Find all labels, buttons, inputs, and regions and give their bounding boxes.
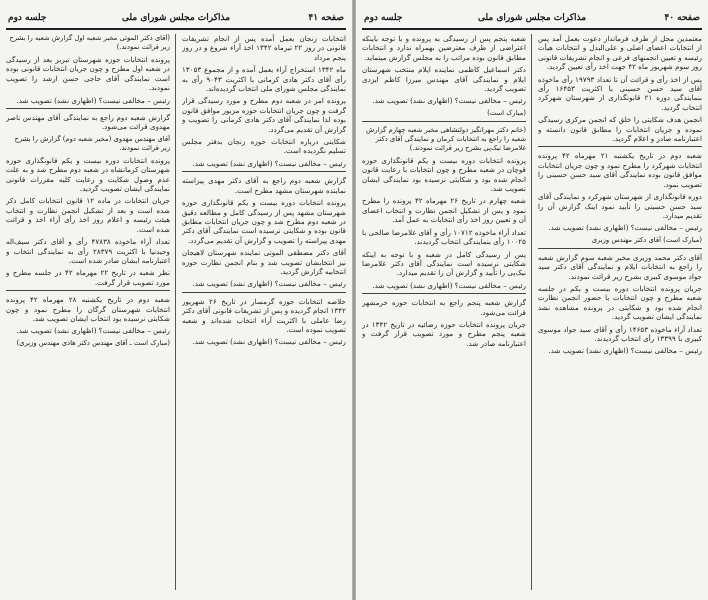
paragraph: پرونده امر در شعبه دوم مطرح و مورد رسیدگی قرار گرفت و چون جریان انتخابات حوزه مزبور موافق قانون بوده لذا نمایندگی آقای دکتر هادی کرمانی را تصویب و گزارش آن تقدیم می‌گردد. xyxy=(182,96,346,134)
paragraph: تعداد آراء ماخوذه ۱۴۶۵۳ رأی و آقای سید جواد موسوی کبیری با ۱۳۳۹۹ رأی انتخاب گردیدند. xyxy=(538,324,702,343)
column-left xyxy=(362,34,526,590)
paragraph: دکتر اسماعیل کاظمی نماینده ایلام منتخب شهرستان ایلام و نمایندگی آقای مهندس میرزا کاظم ایزدی تصویب گردید. xyxy=(362,65,526,94)
speaker-note: (آقای دکتر الموتی مخبر شعبه اول گزارش شعبه را بشرح زیر قرائت نمودند.) xyxy=(9,34,170,51)
paragraph: تعداد آراء ماخوذه ۴۷۸۳۸ رأی و آقای دکتر سیف‌اله وحیدنیا با اکثریت ۲۸۳۷۹ رأی به نمایندگی انتخاب و اعتبارنامه ایشان صادر شده است. xyxy=(6,237,170,265)
paragraph: پرونده انتخابات دوره بیست و یکم قانونگذاری حوزه قوچان در شعبه مطرح و چون انتخابات با رعایت قانون انجام شده بود و شکایتی نرسیده بود نمایندگی ایشان تصویب شد. xyxy=(362,155,526,194)
page-header xyxy=(362,6,702,30)
page-number: صفحه ۴۱ xyxy=(308,13,344,23)
paragraph: گزارش شعبه دوم راجع به نمایندگی آقای مهندس ناصر مهدوی قرائت می‌شود. xyxy=(6,113,170,132)
section-divider xyxy=(362,121,526,122)
paragraph: جریان انتخابات در ماده ۱۲ قانون انتخابات کامل ذکر شده است و بعد از تشکیل انجمن نظارت و انتخاب هیئت رئیسه و اعلام روز اخذ رأی آراء اخذ و قرائت شده است. xyxy=(6,196,170,234)
paragraph: پس از رسیدگی کامل در شعبه و با توجه به اینکه شکایتی نرسیده است نمایندگی آقای دکتر غلامرضا نیک‌پی را تأیید و گزارش آن را تقدیم میدارد. xyxy=(362,249,526,278)
section-divider xyxy=(6,290,170,291)
paragraph: شعبه دوم در تاریخ یکشنبه ۲۱ مهرماه ۴۲ پرونده انتخابات شهرکرد را مطرح نمود و چون جریان انتخابات موافق قانون بوده نمایندگی آقای سید حسن حسینی را تصویب نمود. xyxy=(538,151,702,189)
paragraph: جریان پرونده انتخابات حوزه رضائیه در تاریخ ۱۳۴۲ در شعبه پنجم مطرح و مورد تصویب قرار گرفت و اعتبارنامه صادر شد. xyxy=(362,319,526,348)
ruling-line: رئیس – مخالفی نیست؟ (اظهاری نشد) تصویب شد. xyxy=(372,96,526,106)
paragraph: آقای دکتر محمد وزیری مخبر شعبه سوم گزارش شعبه را راجع به انتخابات ایلام و نمایندگی آقای دکتر سید جواد موسوی کبیری بشرح زیر قرائت نمودند. xyxy=(538,252,702,281)
paragraph: پس از اخذ رأی و قرائت آن تا تعداد ۱۹۷۹۳ رأی ماخوذه آقای سید حسن حسینی با اکثریت ۱۶۴۵۳ رأی بنمایندگی دوره ۲۱ قانونگذاری از شهرستان شهرکرد انتخاب گردید. xyxy=(538,74,702,112)
ruling-line: رئیس – مخالفی نیست؟ (اظهاری نشد) تصویب شد. xyxy=(192,337,346,347)
paragraph: دوره قانونگذاری از شهرستان شهرکرد و نمایندگی آقای سید حسن حسینی را تأیید نمود اینک گزارش آن را تقدیم میدارد. xyxy=(538,192,702,220)
paragraph: ماه ۱۳۴۲ استخراج آراء بعمل آمده و از مجموع ۱۳۰۵۳ رأی آقای دکتر هادی کرمانی با اکثریت ۹۰۴۳ رأی به نمایندگی مجلس شورای ملی انتخاب گردیده‌اند. xyxy=(182,65,346,94)
paragraph: پرونده انتخابات دوره بیست و یکم قانونگذاری حوزه شهرستان مشهد پس از رسیدگی کامل و مطالعه دقیق در شعبه دوم مطرح شد و چون جریان انتخابات مطابق قانون بوده و شکایتی نرسیده است نمایندگی آقای دکتر مهدی پیراسته را تصویب و گزارش آن تقدیم می‌گردد. xyxy=(182,198,346,245)
ruling-line: رئیس – مخالفی نیست؟ (اظهاری نشد) تصویب شد. xyxy=(16,95,170,105)
paragraph: شکایتی درباره انتخابات حوزه زنجان بدفتر مجلس تسلیم نگردیده است. xyxy=(182,137,346,156)
page-41 xyxy=(0,0,352,600)
section-divider xyxy=(182,171,346,172)
paragraph: گزارش شعبه پنجم راجع به انتخابات حوزه خرمشهر قرائت می‌شود. xyxy=(362,298,526,317)
section-divider xyxy=(362,293,526,294)
column-right xyxy=(538,34,702,590)
paragraph: شعبه پنجم پس از رسیدگی به پرونده و با توجه باینکه اعتراضی از طرف معترضین بهمراه ندارد و انتخابات مطابق قانون بوده مراتب را به مجلس گزارش مینماید. xyxy=(362,34,526,62)
speaker-note: آقای مهندس مهدوی (مخبر شعبه دوم) گزارش را بشرح زیر قرائت نمودند. xyxy=(14,134,170,152)
section-divider xyxy=(538,146,702,147)
page-number: صفحه ۴۰ xyxy=(664,13,700,23)
session-label: جلسه دوم xyxy=(8,13,47,23)
ruling-line: رئیس – مخالفی نیست؟ (اظهاری نشد) تصویب شد. xyxy=(192,158,346,168)
speaker-note: (خانم دکتر مهرانگیز دولتشاهی مخبر شعبه چهارم گزارش شعبه را راجع به انتخابات کرمان و نمایندگی آقای دکتر غلامرضا نیک‌پی بشرح زیر قرائت نمودند.) xyxy=(365,125,526,152)
publication-title: مذاکرات مجلس شورای ملی xyxy=(121,13,231,23)
paragraph: نظر شعبه در تاریخ ۲۲ مهرماه ۴۲ در جلسه مطرح و مورد تصویب قرار گرفت. xyxy=(6,268,170,287)
speaker-note: (مبارک است) xyxy=(487,108,526,117)
paragraph: پرونده انتخابات دوره بیست و یکم قانونگذاری حوزه شهرستان کرمانشاه در شعبه دوم مطرح شد و به علت عدم وصول شکایت و رعایت کلیه مقررات قانونی نمایندگی ایشان تصویب گردید. xyxy=(6,155,170,194)
paragraph: انجمن هدف شکایتی را خلق که انجمن مرکزی رسیدگی نموده و جریان انتخابات را مطابق قانون دانسته و اعتبارنامه صادر و اعلام گردید. xyxy=(538,115,702,144)
page-header xyxy=(6,6,346,30)
paragraph: معتمدین محل از طرف فرمانداز دعوت بعمل آمد پس از انتخابات اعضای اصلی و علی‌البدل و انتخابات هیأت رئیسه و تعیین انجمنهای فرعی و انجام تشریفات قانونی روز سوم شهریور ماه ۴۲ جهت اخذ رأی تعیین گردید. xyxy=(538,34,702,72)
paragraph: گزارش شعبه دوم راجع به آقای دکتر مهدی پیراسته نماینده شهرستان مشهد مطرح است. xyxy=(182,176,346,195)
column-rule xyxy=(175,34,176,590)
column-rule xyxy=(531,34,532,590)
paragraph: جریان پرونده انتخابات دوره بیست و یکم در جلسه شعبه مطرح و چون انتخابات با حضور انجمن نظارت انجام شده بود و شکایتی در پرونده مشاهده نشد نمایندگی ایشان تصویب گردید. xyxy=(538,283,702,322)
paragraph: تعداد آراء ماخوذه ۱۰۷۱۲ رأی و آقای غلامرضا صالحی با ۱۰۰۲۵ رأی بنمایندگی انتخاب گردیدند. xyxy=(362,227,526,247)
paragraph: انتخابات زنجان بعمل آمده پس از انجام تشریفات قانونی در روز ۲۲ تیرماه ۱۳۴۲ اخذ آراء شروع و در روز پنجم مرداد xyxy=(182,34,346,62)
paragraph: خلاصه انتخابات حوزه گرمسار در تاریخ ۲۶ شهریور ۱۳۴۲ انجام گردیده و پس از تشریفات قانونی آقای دکتر رضا عاملی با اکثریت آراء انتخاب شده‌اند و شعبه تصویب نموده است. xyxy=(182,296,346,334)
section-divider xyxy=(538,248,702,249)
speaker-note: (مبارک است ـ آقای مهندس دکتر هادی مهندس وزیری) xyxy=(16,338,170,347)
section-divider xyxy=(182,292,346,293)
ruling-line: رئیس – مخالفی نیست؟ (اظهاری نشد) تصویب شد. xyxy=(548,223,702,233)
column-right xyxy=(182,34,346,590)
paragraph: آقای دکتر مصطفی الموتی نماینده شهرستان لاهیجان نیز انتخابشان تصویب شد و بنام انجمن نظارت حوزه انتخابیه گزارش گردید. xyxy=(182,248,346,276)
column-left xyxy=(6,34,170,590)
speaker-note: (مبارک است) آقای دکتر مهندس وزیری xyxy=(591,235,702,244)
ruling-line: رئیس – مخالفی نیست؟ (اظهاری نشد) تصویب شد. xyxy=(16,326,170,336)
ruling-line: رئیس – مخالفی نیست؟ (اظهاری نشد) تصویب شد. xyxy=(192,279,346,289)
paragraph: پرونده انتخابات حوزه شهرستان تبریز بعد از رسیدگی در شعبه اول مطرح و چون جریان انتخابات قانونی بوده است نمایندگی آقای حاجی حسن ارشد را تصویب نمودند. xyxy=(6,55,170,93)
ruling-line: رئیس – مخالفی نیست؟ (اظهاری نشد) تصویب شد. xyxy=(548,346,702,356)
ruling-line: رئیس – مخالفی نیست؟ (اظهاری نشد) تصویب شد. xyxy=(372,280,526,290)
section-divider xyxy=(6,108,170,109)
page-40 xyxy=(356,0,708,600)
paragraph: شعبه چهارم در تاریخ ۲۶ مهرماه ۴۲ پرونده را مطرح نمود و پس از تشکیل انجمن نظارت و انتخاب اعضای آن و تعیین روز اخذ رأی انتخابات به عمل آمد. xyxy=(362,196,526,225)
session-label: جلسه دوم xyxy=(364,13,403,23)
paragraph: شعبه دوم در تاریخ یکشنبه ۲۸ مهرماه ۴۲ پرونده انتخابات شهرستان گرگان را مطرح نمود و چون شکایتی نرسیده بود انتخاب ایشان تصویب شد. xyxy=(6,295,170,323)
publication-title: مذاکرات مجلس شورای ملی xyxy=(477,13,587,23)
